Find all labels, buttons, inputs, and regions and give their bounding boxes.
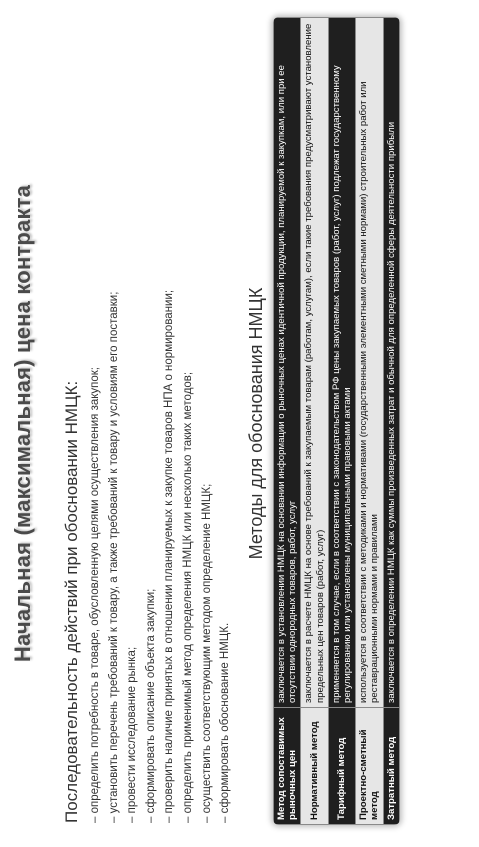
list-item: – осуществить соответствующим методом определение НМЦК; [200,483,213,823]
slide-title: Начальная (максимальная) цена контракта [10,184,35,663]
method-name: Тарифный метод [328,708,355,825]
table-row [356,18,383,825]
methods-heading: Методы для обоснования НМЦК [246,287,266,560]
method-name: Проектно-сметный метод [356,708,383,825]
list-item: – сформировать описание объекта закупки; [144,588,157,823]
method-description: заключается в расчете НМЦК на основе требований к закупаемым товарам (работам, услугам), если такие требования предусматривают установление предельных цен товаров (работ, услуг) [301,18,328,708]
method-description: применяется в том случае, если в соответствии с законодательством РФ цены закупаемых товаров (работ, услуг) подлежат государственному регулированию или установлены муниципальными правовыми актами [328,18,355,708]
list-item: – проверить наличие принятых в отношении планируемых к закупке товаров НПА о нормировании; [163,289,176,823]
table-row [328,18,355,825]
sequence-heading: Последовательность действий при обосновании НМЦК: [62,380,81,823]
table-row [301,18,328,825]
list-item: – определить потребность в товаре, обусловленную целями осуществления закупок; [89,366,101,823]
method-name: Метод сопоставимых рыночных цен [274,708,301,825]
list-item: – определить применимый метод определения НМЦК или несколько таких методов; [181,371,194,823]
method-description: заключается в установлении НМЦК на основании информации о рыночных ценах идентичной продукции, планируемой к закупкам, или при ее отсутствии однородных товаров, работ, услуг [274,18,301,708]
table-row [383,18,399,825]
sequence-list [86,13,235,823]
method-name: Затратный метод [383,708,399,825]
methods-table [273,17,400,825]
method-description: заключается в определении НМЦК как суммы произведенных затрат и обычной для определенной сферы деятельности прибыли [383,18,399,708]
table-row [274,18,301,825]
list-item: – сформировать обоснование НМЦК. [219,622,232,823]
method-description: используется в соответствии с методиками и нормативами (государственными элементными сметными нормами) строительных работ или реставрационными нормами и правилами [356,18,383,708]
list-item: – провести исследование рынка; [126,646,139,823]
list-item: – установить перечень требований к товару, а также требований к товару и условиям его поставки; [107,291,120,823]
method-name: Нормативный метод [301,708,328,825]
